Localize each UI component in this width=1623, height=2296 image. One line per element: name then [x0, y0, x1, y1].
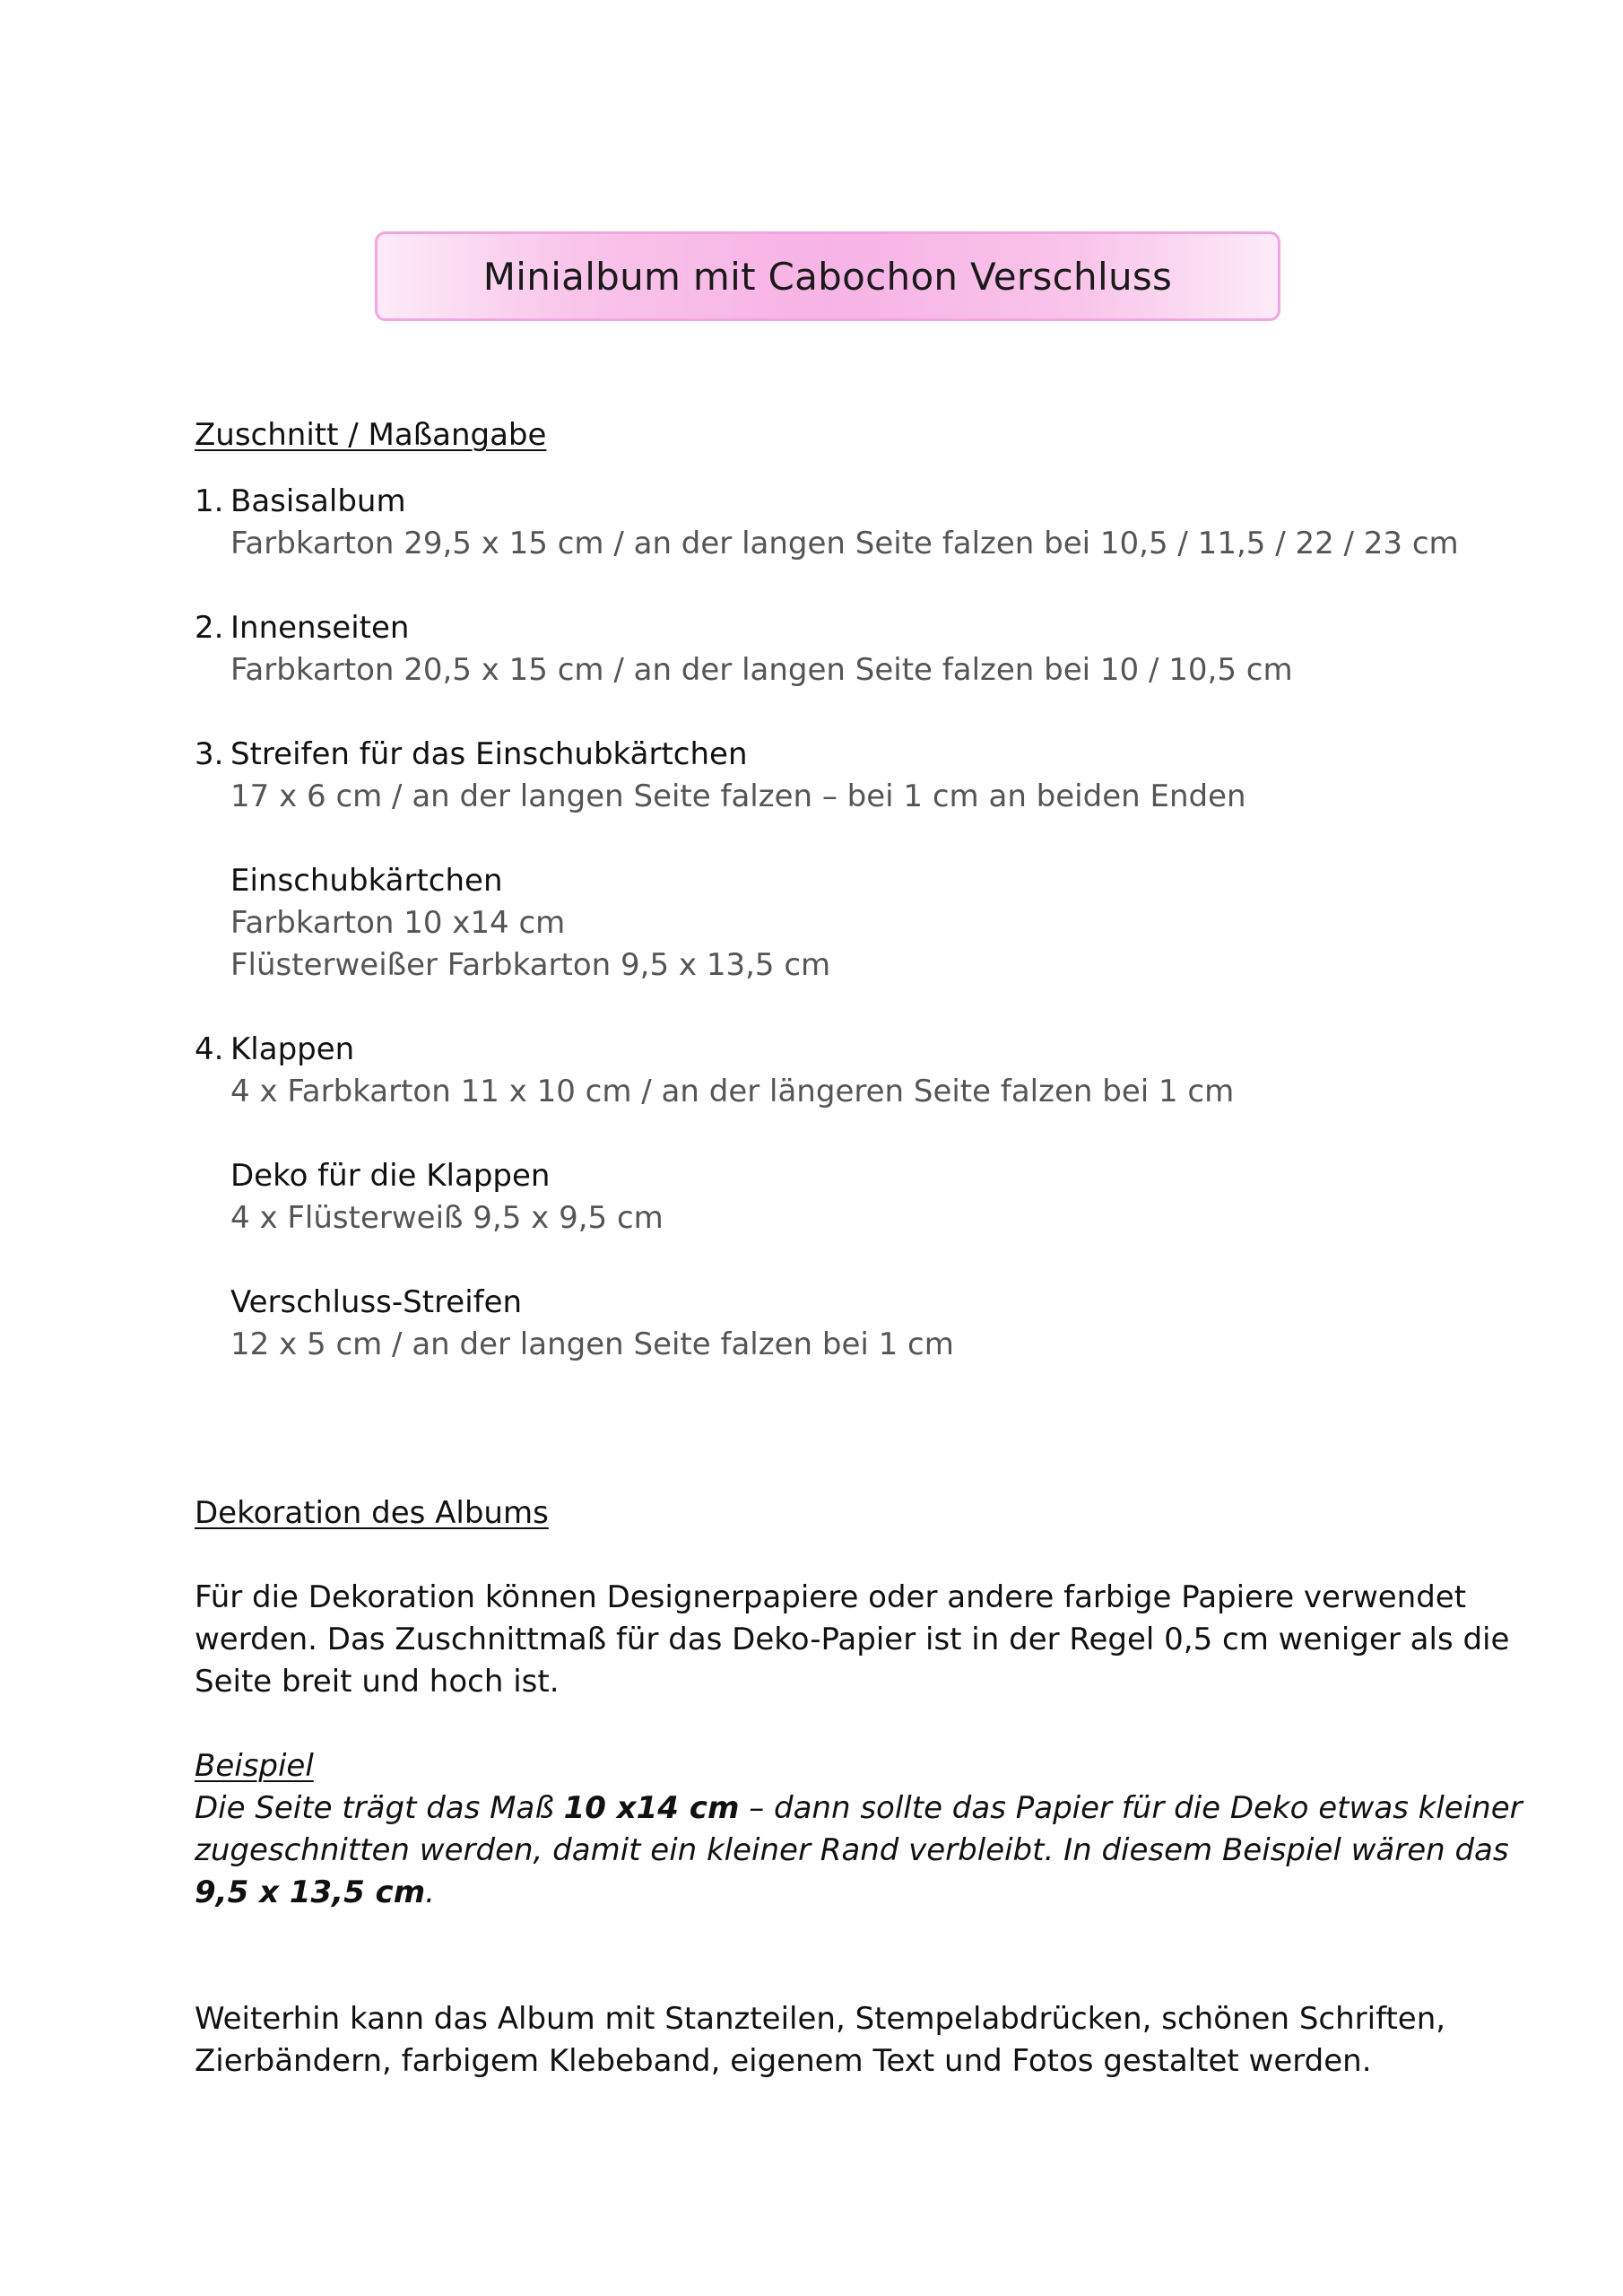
item-4-title: [195, 1029, 1486, 1071]
spacer: [195, 565, 1486, 607]
spacer: [195, 1366, 1486, 1492]
section-heading-zuschnitt: Zuschnitt / Maßangabe: [195, 417, 547, 453]
example-measure-paper: 9,5 x 13,5 cm: [195, 1874, 426, 1910]
item-4-sub2-title: Verschluss-Streifen: [230, 1284, 523, 1320]
item-3-title-text: Streifen für das Einschubkärtchen: [230, 736, 748, 772]
dekoration-paragraph-line-1: Für die Dekoration können Designerpapiere oder andere farbige Papiere verwendet: [195, 1579, 1467, 1615]
item-4-detail: 4 x Farbkarton 11 x 10 cm / an der längeren Seite falzen bei 1 cm: [230, 1074, 1235, 1109]
item-3-sub-title: Einschubkärtchen: [230, 863, 503, 899]
spacer: [195, 1703, 1486, 1745]
item-2-title-text: Innenseiten: [230, 610, 410, 646]
item-1-title-text: Basisalbum: [230, 483, 406, 519]
example-line-3: [195, 1872, 1486, 1914]
item-4-sub1-detail: 4 x Flüsterweiß 9,5 x 9,5 cm: [230, 1200, 664, 1236]
item-2-title: [195, 607, 1486, 649]
dekoration-paragraph-line-3: Seite breit und hoch ist.: [195, 1664, 560, 1700]
spacer: [195, 987, 1486, 1029]
example-line-2: zugeschnitten werden, damit ein kleiner Rand verbleibt. In diesem Beispiel wären das: [195, 1832, 1509, 1868]
spacer: [195, 691, 1486, 734]
item-4-sub2-detail: 12 x 5 cm / an der langen Seite falzen bei 1 cm: [230, 1326, 954, 1362]
item-4-title-text: Klappen: [230, 1031, 355, 1067]
document-body: [195, 414, 1523, 2083]
item-3-sub-detail-1: Farbkarton 10 x14 cm: [230, 905, 566, 941]
title-banner: [375, 231, 1280, 321]
example-line-1-end: – dann sollte das Papier für die Deko etwas kleiner: [739, 1790, 1523, 1826]
dekoration-paragraph-line-2: werden. Das Zuschnittmaß für das Deko-Papier ist in der Regel 0,5 cm weniger als die: [195, 1622, 1510, 1657]
spacer: [195, 1113, 1486, 1155]
item-3-title: [195, 734, 1486, 776]
item-4-number: 4.: [195, 1031, 224, 1067]
item-1-number: 1.: [195, 483, 224, 519]
item-3-number: 3.: [195, 736, 224, 772]
example-line-1: [195, 1787, 1523, 1830]
example-line-1-start: Die Seite trägt das Maß: [195, 1790, 564, 1826]
closing-paragraph-line-2: Zierbändern, farbigem Klebeband, eigenem Text und Fotos gestaltet werden.: [195, 2043, 1372, 2079]
example-line-3-end: .: [425, 1874, 435, 1910]
item-1-detail: Farbkarton 29,5 x 15 cm / an der langen Seite falzen bei 10,5 / 11,5 / 22 / 23 cm: [230, 526, 1459, 561]
spacer: [195, 818, 1486, 860]
spacer: [195, 1239, 1486, 1282]
example-measure-page: 10 x14 cm: [563, 1790, 740, 1826]
item-4-sub1-title: Deko für die Klappen: [230, 1158, 551, 1194]
item-1-title: [195, 481, 1486, 523]
spacer: [195, 457, 1486, 481]
item-2-detail: Farbkarton 20,5 x 15 cm / an der langen Seite falzen bei 10 / 10,5 cm: [230, 652, 1293, 688]
section-heading-dekoration: Dekoration des Albums: [195, 1495, 549, 1531]
spacer: [195, 1535, 1486, 1577]
item-2-number: 2.: [195, 610, 224, 646]
item-3-sub-detail-2: Flüsterweißer Farbkarton 9,5 x 13,5 cm: [230, 947, 831, 983]
spacer: [195, 1914, 1486, 1998]
example-heading: Beispiel: [195, 1748, 314, 1784]
document-title: Minialbum mit Cabochon Verschluss: [482, 254, 1173, 299]
item-3-detail: 17 x 6 cm / an der langen Seite falzen – bei 1 cm an beiden Enden: [230, 778, 1246, 814]
closing-paragraph-line-1: Weiterhin kann das Album mit Stanzteilen, Stempelabdrücken, schönen Schriften,: [195, 2001, 1446, 2037]
